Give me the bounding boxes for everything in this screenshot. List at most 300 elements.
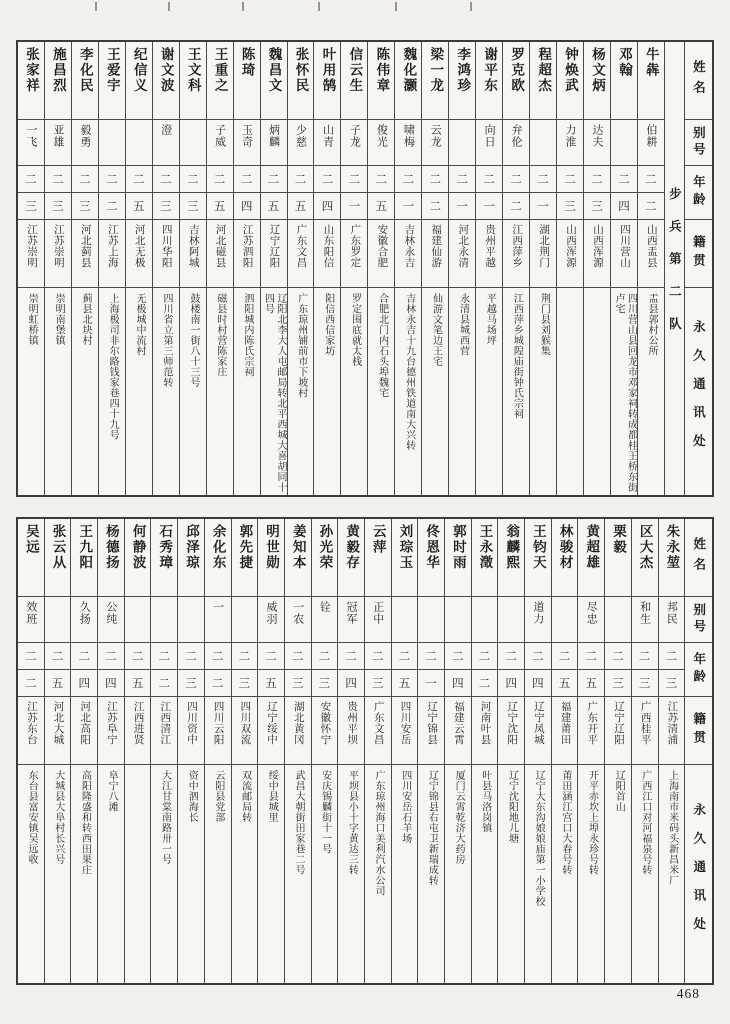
person-alias-cell [288,120,314,166]
person-age-cell [18,643,44,697]
person-native-place-cell [72,220,98,288]
person-age-tens: 二 [285,643,311,670]
person-address: 磁县时村营陈家庄 [214,293,226,377]
person-age-cell [178,643,204,697]
person-age-ones: 二 [158,678,171,690]
person-native-place-cell [341,220,367,288]
person-age-cell [151,643,177,697]
person-age-cell [288,166,314,220]
person-column [18,519,45,983]
person-alias: 和生 [638,601,651,625]
person-column [261,42,288,495]
person-alias: 炳麟 [267,124,280,148]
person-address-cell [472,765,498,983]
person-alias: 邦民 [665,601,678,625]
person-native-place-cell [632,697,658,765]
person-native-place: 河北蓟县 [79,224,91,268]
person-native-place-cell [638,220,664,288]
person-name-cell [445,519,471,597]
person-native-place-cell [71,697,97,765]
person-age-cell [525,643,551,697]
person-alias-cell [125,597,151,643]
person-age-cell [503,166,529,220]
person-name: 黄超雄 [584,524,600,571]
person-age-ones: 一 [456,201,468,213]
header-column [685,42,712,495]
person-native-place: 江苏清浦 [666,701,678,745]
person-column [392,519,419,983]
person-name: 张云从 [50,524,66,571]
header-name-label-cell [685,519,712,597]
person-column [584,42,611,495]
person-address-cell [611,288,637,495]
person-address: 泗阳城内陈氏宗祠 [241,293,253,377]
person-age-tens: 二 [288,166,314,193]
header-address-label-cell [685,765,712,983]
person-native-place: 辽宁凤城 [532,701,544,745]
person-address-cell [45,765,71,983]
person-native-place-cell [498,697,524,765]
person-age-ones: 四 [240,201,253,213]
person-address: 永清县城西营 [457,293,469,356]
person-age-ones: 三 [612,678,624,690]
person-alias-cell [285,597,311,643]
person-address-cell [232,765,258,983]
person-age-tens: 二 [72,166,98,193]
person-age-tens: 二 [418,643,444,670]
person-alias-cell [180,120,206,166]
person-column [99,42,126,495]
person-alias-cell [611,120,637,166]
person-address-cell [205,765,231,983]
person-native-place-cell [530,220,556,288]
person-native-place-cell [584,220,610,288]
scan-mark [242,2,244,11]
person-alias-cell [258,597,284,643]
person-address-cell [178,765,204,983]
person-name-cell [178,519,204,597]
person-name: 王文科 [185,47,201,94]
person-age-cell [312,643,338,697]
person-column [151,519,178,983]
person-name-cell [261,42,287,120]
person-name: 姜知本 [290,524,306,571]
person-age-ones: 一 [537,201,549,213]
person-age-cell [18,166,44,220]
scan-mark [318,2,320,11]
person-age-ones: 二 [645,201,657,213]
person-name: 王九阳 [77,524,93,571]
person-address-cell [578,765,604,983]
person-alias-cell [98,597,124,643]
person-address: 吉林永吉十九台德州铁道南大兴转 [403,293,415,451]
person-name-cell [125,519,151,597]
person-address-cell [125,765,151,983]
person-age-cell [368,166,394,220]
person-alias: 道力 [531,601,544,625]
person-age-ones: 三 [185,678,197,690]
person-native-place-cell [449,220,475,288]
person-address-cell [368,288,394,495]
person-alias-cell [126,120,152,166]
person-address-cell [234,288,260,495]
person-native-place: 湖北荆门 [538,224,550,268]
person-native-place: 河北磁县 [214,224,226,268]
person-column [258,519,285,983]
person-native-place-cell [659,697,685,765]
person-column [285,519,312,983]
person-address-cell [285,765,311,983]
person-address: 安庆锡麟街十一号 [319,770,331,854]
person-name: 石秀璋 [157,524,173,571]
header-name-label-cell [685,42,712,120]
person-address: 江西萍乡城隍庙街钟氏宗祠 [511,293,523,419]
person-age-cell [126,166,152,220]
page-number: 468 [676,986,700,1001]
person-alias-cell [395,120,421,166]
person-column [557,42,584,495]
person-address-cell [18,765,44,983]
person-age-ones: 三 [591,201,603,213]
person-native-place: 广东文昌 [295,224,307,268]
person-name-cell [498,519,524,597]
person-age-tens: 二 [125,643,151,670]
person-column [578,519,605,983]
person-name-cell [503,42,529,120]
person-alias: 威羽 [265,601,278,625]
person-alias: 公纯 [104,601,117,625]
person-address-cell [99,288,125,495]
person-native-place-cell [99,220,125,288]
person-age-cell [422,166,448,220]
person-name: 纪信义 [131,47,147,94]
person-column [207,42,234,495]
person-age-ones: 一 [425,678,437,690]
person-name: 谢平东 [482,47,498,94]
person-native-place-cell [45,697,71,765]
person-column [605,519,632,983]
person-address-cell [314,288,340,495]
person-age-tens: 二 [207,166,233,193]
person-column [98,519,125,983]
person-age-tens: 二 [392,643,418,670]
person-column [638,42,665,495]
person-address: 广西江口对河福泉号转 [639,770,651,875]
person-age-ones: 四 [452,678,464,690]
person-native-place: 四川资中 [185,701,197,745]
person-native-place: 江苏东台 [25,701,37,745]
person-name: 郭时雨 [450,524,466,571]
person-native-place: 河北无极 [133,224,145,268]
person-native-place-cell [285,697,311,765]
person-name-cell [45,42,71,120]
person-name-cell [180,42,206,120]
person-name: 佟恩华 [424,524,440,571]
header-name-label: 姓名 [691,60,706,101]
person-age-ones: 三 [318,678,331,690]
person-column [449,42,476,495]
header-alias-label: 别号 [691,126,706,159]
person-name-cell [205,519,231,597]
person-native-place-cell [232,697,258,765]
person-native-place: 广东罗定 [349,224,361,268]
person-alias-cell [365,597,391,643]
person-alias-cell [153,120,179,166]
person-name: 何静波 [130,524,146,571]
person-address: 武昌大朝街田家巷二号 [292,770,304,875]
person-age-ones: 五 [558,678,571,690]
person-column [18,42,45,495]
person-native-place-cell [314,220,340,288]
person-age-tens: 二 [365,643,391,670]
person-alias: 一农 [291,601,304,625]
person-age-tens: 二 [126,166,152,193]
person-age-cell [205,643,231,697]
person-address: 广东琼州铺前市下坡村 [295,293,307,398]
person-column [71,519,98,983]
person-age-cell [472,643,498,697]
person-native-place: 江西萍乡 [511,224,523,268]
person-age-cell [125,643,151,697]
person-native-place: 四川云阳 [212,701,224,745]
person-native-place-cell [365,697,391,765]
header-name-label: 姓名 [691,537,706,578]
person-name-cell [557,42,583,120]
person-alias-cell [368,120,394,166]
person-age-cell [395,166,421,220]
person-native-place: 广西桂平 [639,701,651,745]
person-address: 无极城中流村 [134,293,146,356]
person-column [365,519,392,983]
person-alias: 云龙 [429,124,442,148]
person-age-tens: 二 [503,166,529,193]
person-alias-cell [557,120,583,166]
person-alias-cell [99,120,125,166]
person-age-cell [98,643,124,697]
person-alias: 山青 [321,124,334,148]
person-alias: 少慈 [294,124,307,148]
person-native-place-cell [45,220,71,288]
person-native-place-cell [578,697,604,765]
person-alias-cell [45,597,71,643]
person-alias-cell [503,120,529,166]
person-column [232,519,259,983]
person-alias-cell [18,120,44,166]
person-column [178,519,205,983]
person-age-tens: 二 [395,166,421,193]
person-column [525,519,552,983]
person-age-cell [45,166,71,220]
person-age-cell [530,166,556,220]
person-address: 资中泗海长 [186,770,198,823]
person-alias: 尽忠 [585,601,598,625]
person-column [314,42,341,495]
person-native-place: 河北高阳 [79,701,91,745]
person-address: 东台县富安镇吴远收 [26,770,38,865]
person-alias-cell [498,597,524,643]
person-name-cell [368,42,394,120]
person-age-tens: 二 [530,166,556,193]
person-address-cell [98,765,124,983]
person-age-cell [338,643,364,697]
person-name-cell [71,519,97,597]
person-alias: 久扬 [78,601,91,625]
header-address-label: 永久通讯处 [691,802,706,946]
person-age-cell [449,166,475,220]
header-age-label: 年龄 [691,652,706,687]
person-age-cell [285,643,311,697]
person-native-place-cell [205,697,231,765]
person-native-place: 辽宁辽阳 [268,224,280,268]
person-age-ones: 五 [398,678,411,690]
person-column [205,519,232,983]
person-age-tens: 二 [638,166,664,193]
person-address: 辽阳首山 [613,770,625,812]
person-alias: 效班 [24,601,37,625]
person-column [422,42,449,495]
person-address-cell [288,288,314,495]
person-name-cell [525,519,551,597]
person-name: 区大杰 [637,524,653,571]
person-age-tens: 二 [45,643,71,670]
person-native-place: 广东开平 [586,701,598,745]
person-address-cell [638,288,664,495]
person-name: 杨文炳 [589,47,605,94]
person-name: 施昌烈 [50,47,66,94]
person-name-cell [584,42,610,120]
person-alias-cell [45,120,71,166]
person-column [659,519,686,983]
person-native-place: 辽宁绥中 [266,701,278,745]
person-age-tens: 二 [341,166,367,193]
person-name-cell [632,519,658,597]
person-address-cell [151,765,177,983]
person-native-place-cell [611,220,637,288]
person-alias-cell [232,597,258,643]
person-age-tens: 二 [312,643,338,670]
person-address: 平越马场坪 [484,293,496,346]
person-age-cell [392,643,418,697]
person-name-cell [476,42,502,120]
person-name-cell [392,519,418,597]
person-name: 张怀民 [293,47,309,94]
person-age-ones: 五 [585,678,598,690]
header-alias-label-cell [685,120,712,166]
person-age-tens: 二 [584,166,610,193]
person-name-cell [659,519,685,597]
person-alias-cell [530,120,556,166]
person-age-ones: 四 [505,678,517,690]
person-name: 云萍 [370,524,386,555]
person-name: 明世勋 [264,524,280,571]
person-age-ones: 五 [375,201,388,213]
person-age-ones: 三 [238,678,251,690]
person-age-ones: 五 [51,678,64,690]
person-address-cell [338,765,364,983]
person-name: 翁麟熙 [504,524,520,571]
person-column [395,42,422,495]
person-alias-cell [449,120,475,166]
person-alias-cell [312,597,338,643]
person-column [632,519,659,983]
person-address: 仙游文笔边王宅 [430,293,442,367]
person-address-cell [445,765,471,983]
person-native-place: 吉林阿城 [187,224,199,268]
person-alias-cell [72,120,98,166]
person-address-cell [180,288,206,495]
person-age-cell [365,643,391,697]
person-native-place-cell [18,220,44,288]
person-address: 罗定围底就太栈 [349,293,361,367]
header-native-label: 籍贯 [691,235,706,272]
person-address-cell [659,765,685,983]
person-age-cell [638,166,664,220]
header-native-label-cell [685,220,712,288]
person-age-ones: 二 [25,678,37,690]
person-address: 辽宁沈阳地儿塘 [506,770,518,844]
header-age-label-cell [685,166,712,220]
person-native-place: 山西盂县 [645,224,657,268]
person-age-ones: 二 [478,678,491,690]
person-native-place-cell [338,697,364,765]
person-alias-cell [584,120,610,166]
person-native-place: 江苏泗阳 [241,224,253,268]
person-name: 孙光荣 [317,524,333,571]
person-column [234,42,261,495]
person-name-cell [449,42,475,120]
person-address-cell [422,288,448,495]
person-name: 李化民 [77,47,93,94]
person-age-ones: 三 [52,201,64,213]
person-alias-cell [418,597,444,643]
person-age-tens: 二 [234,166,260,193]
person-native-place: 河北大城 [52,701,64,745]
person-native-place-cell [392,697,418,765]
unit-label: 步兵第二队 [667,187,682,350]
person-column [45,519,72,983]
person-alias: 冠军 [345,601,358,625]
person-name-cell [422,42,448,120]
header-alias-label-cell [685,597,712,643]
person-age-tens: 二 [153,166,179,193]
person-age-cell [611,166,637,220]
person-address: 崇明南堡镇 [53,293,65,346]
person-address: 四川安岳石羊场 [399,770,411,844]
person-address: 叶县马洛岗镇 [479,770,491,833]
person-name-cell [365,519,391,597]
person-age-ones: 三 [638,678,651,690]
person-native-place-cell [288,220,314,288]
person-address-cell [153,288,179,495]
person-column [611,42,638,495]
person-name-cell [312,519,338,597]
header-native-label: 籍贯 [691,712,706,749]
person-address: 双流邮局转 [239,770,251,823]
person-alias-cell [605,597,631,643]
person-age-ones: 五 [265,678,277,690]
person-alias-cell [638,120,664,166]
person-age-cell [180,166,206,220]
person-column [341,42,368,495]
person-age-tens: 二 [422,166,448,193]
person-name: 王永澂 [477,524,493,571]
person-native-place-cell [312,697,338,765]
person-name-cell [338,519,364,597]
person-alias-cell [422,120,448,166]
person-age-ones: 一 [483,201,495,213]
person-column [503,42,530,495]
person-name: 林骏材 [557,524,573,571]
